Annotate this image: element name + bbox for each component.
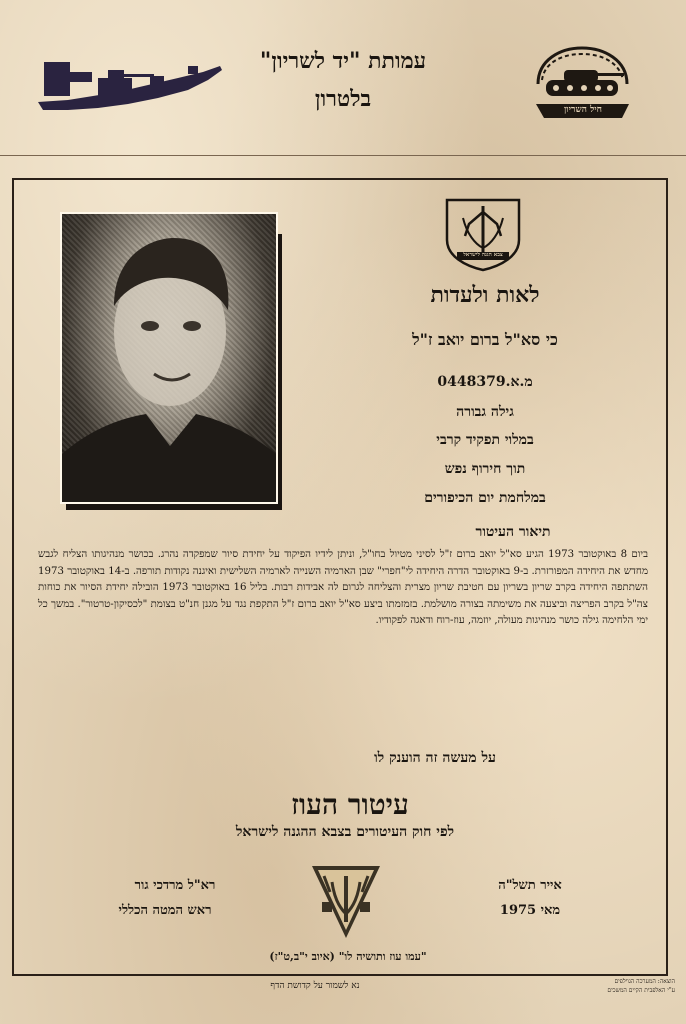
- description-title: תיאור העיטור: [475, 524, 551, 540]
- footer-credit: ע"י האלפבית הקיים המשכים: [607, 987, 675, 994]
- medal-emblem-icon: [308, 862, 384, 942]
- org-location: בלטרון: [314, 86, 372, 112]
- footer-credit: הוצאה: המערכה הגוילפים: [614, 978, 675, 985]
- header: [0, 0, 686, 155]
- verse-quote: "עמו עוז ותושיה לו" (איוב י"ב,ט"ז): [269, 950, 427, 963]
- service-number: מ.א.0448379: [437, 374, 533, 390]
- footer-note: נא לשמור על קדושת הדף: [270, 981, 360, 991]
- law-line: לפי חוק העיטורים בצבא ההגנה לישראל: [235, 824, 455, 840]
- tank-silhouette-icon: [38, 52, 223, 118]
- signatory-title: ראש המטה הכללי: [118, 903, 212, 918]
- idf-emblem-icon: [443, 196, 523, 272]
- armor-badge-text: חיל השריון: [564, 105, 602, 115]
- portrait-silhouette-icon: [62, 214, 276, 502]
- description-text: ביום 8 באוקטובר 1973 הגיע סא"ל יואב ברום ז"ל לסיני מטיול בחו"ל, וניתן לידיו הפיקוד על יחידת סיור שמפקדה נהרג. בכושר מנהיגותו הצליח לגבש מחדש את היחידה המפורזרת. ב-9 באוקטובר הדרה היחידה לי"חפרי" שבן הארמיה השנייה לארמיה השלישית ואיגנה נקודות תורפה. ב-14 באוקטובר 1973 השתתפה היחידה בקרב שריון בשריון עם חטיבת שריון מצרית והצליחה לגרום לה אבידות רבות. בליל 16 באוקטובר 1973 הובילה יחידת הסיור את כוחות צה"ל בקרב הפריצה וביצעה את משימתה בצורה מושלמת. בזמזמתו ביצע סא"ל יואב ברום ז"ל התקפת נגד על מגנן חנ"ט בצומת "לכסיקון-טרטור". במשך כל ימי הלחימה גילה כושר מנהיגות מעולה, יוזמה, עוז-רוח ודאגה לפקודיו.: [38, 549, 649, 626]
- org-title: עמותת "יד לשריון": [259, 48, 427, 74]
- deed-line: במלוי תפקיד קרבי: [436, 432, 534, 448]
- medal-name: עיטור העוז: [291, 788, 409, 821]
- signatory-name: רא"ל מרדכי גור: [134, 878, 216, 893]
- idf-emblem-text: צבא הגנה לישראל: [463, 252, 503, 258]
- awarded-line: על מעשה זה הוענק לו: [374, 750, 496, 766]
- armor-corps-badge: [530, 40, 635, 128]
- deed-line: תוך חירוף נפש: [444, 461, 526, 477]
- deed-line: גילה גבורה: [456, 404, 514, 420]
- certificate-heading: לאות ולעדות: [430, 282, 540, 308]
- date-hebrew: אייר תשל"ה: [498, 878, 562, 893]
- recipient-name: כי סא"ל ברום יואב ז"ל: [412, 330, 558, 349]
- deed-line: במלחמת יום הכיפורים: [424, 490, 546, 506]
- portrait-photo: [60, 212, 278, 504]
- date-gregorian: מאי 1975: [499, 903, 561, 918]
- header-divider: [0, 155, 686, 156]
